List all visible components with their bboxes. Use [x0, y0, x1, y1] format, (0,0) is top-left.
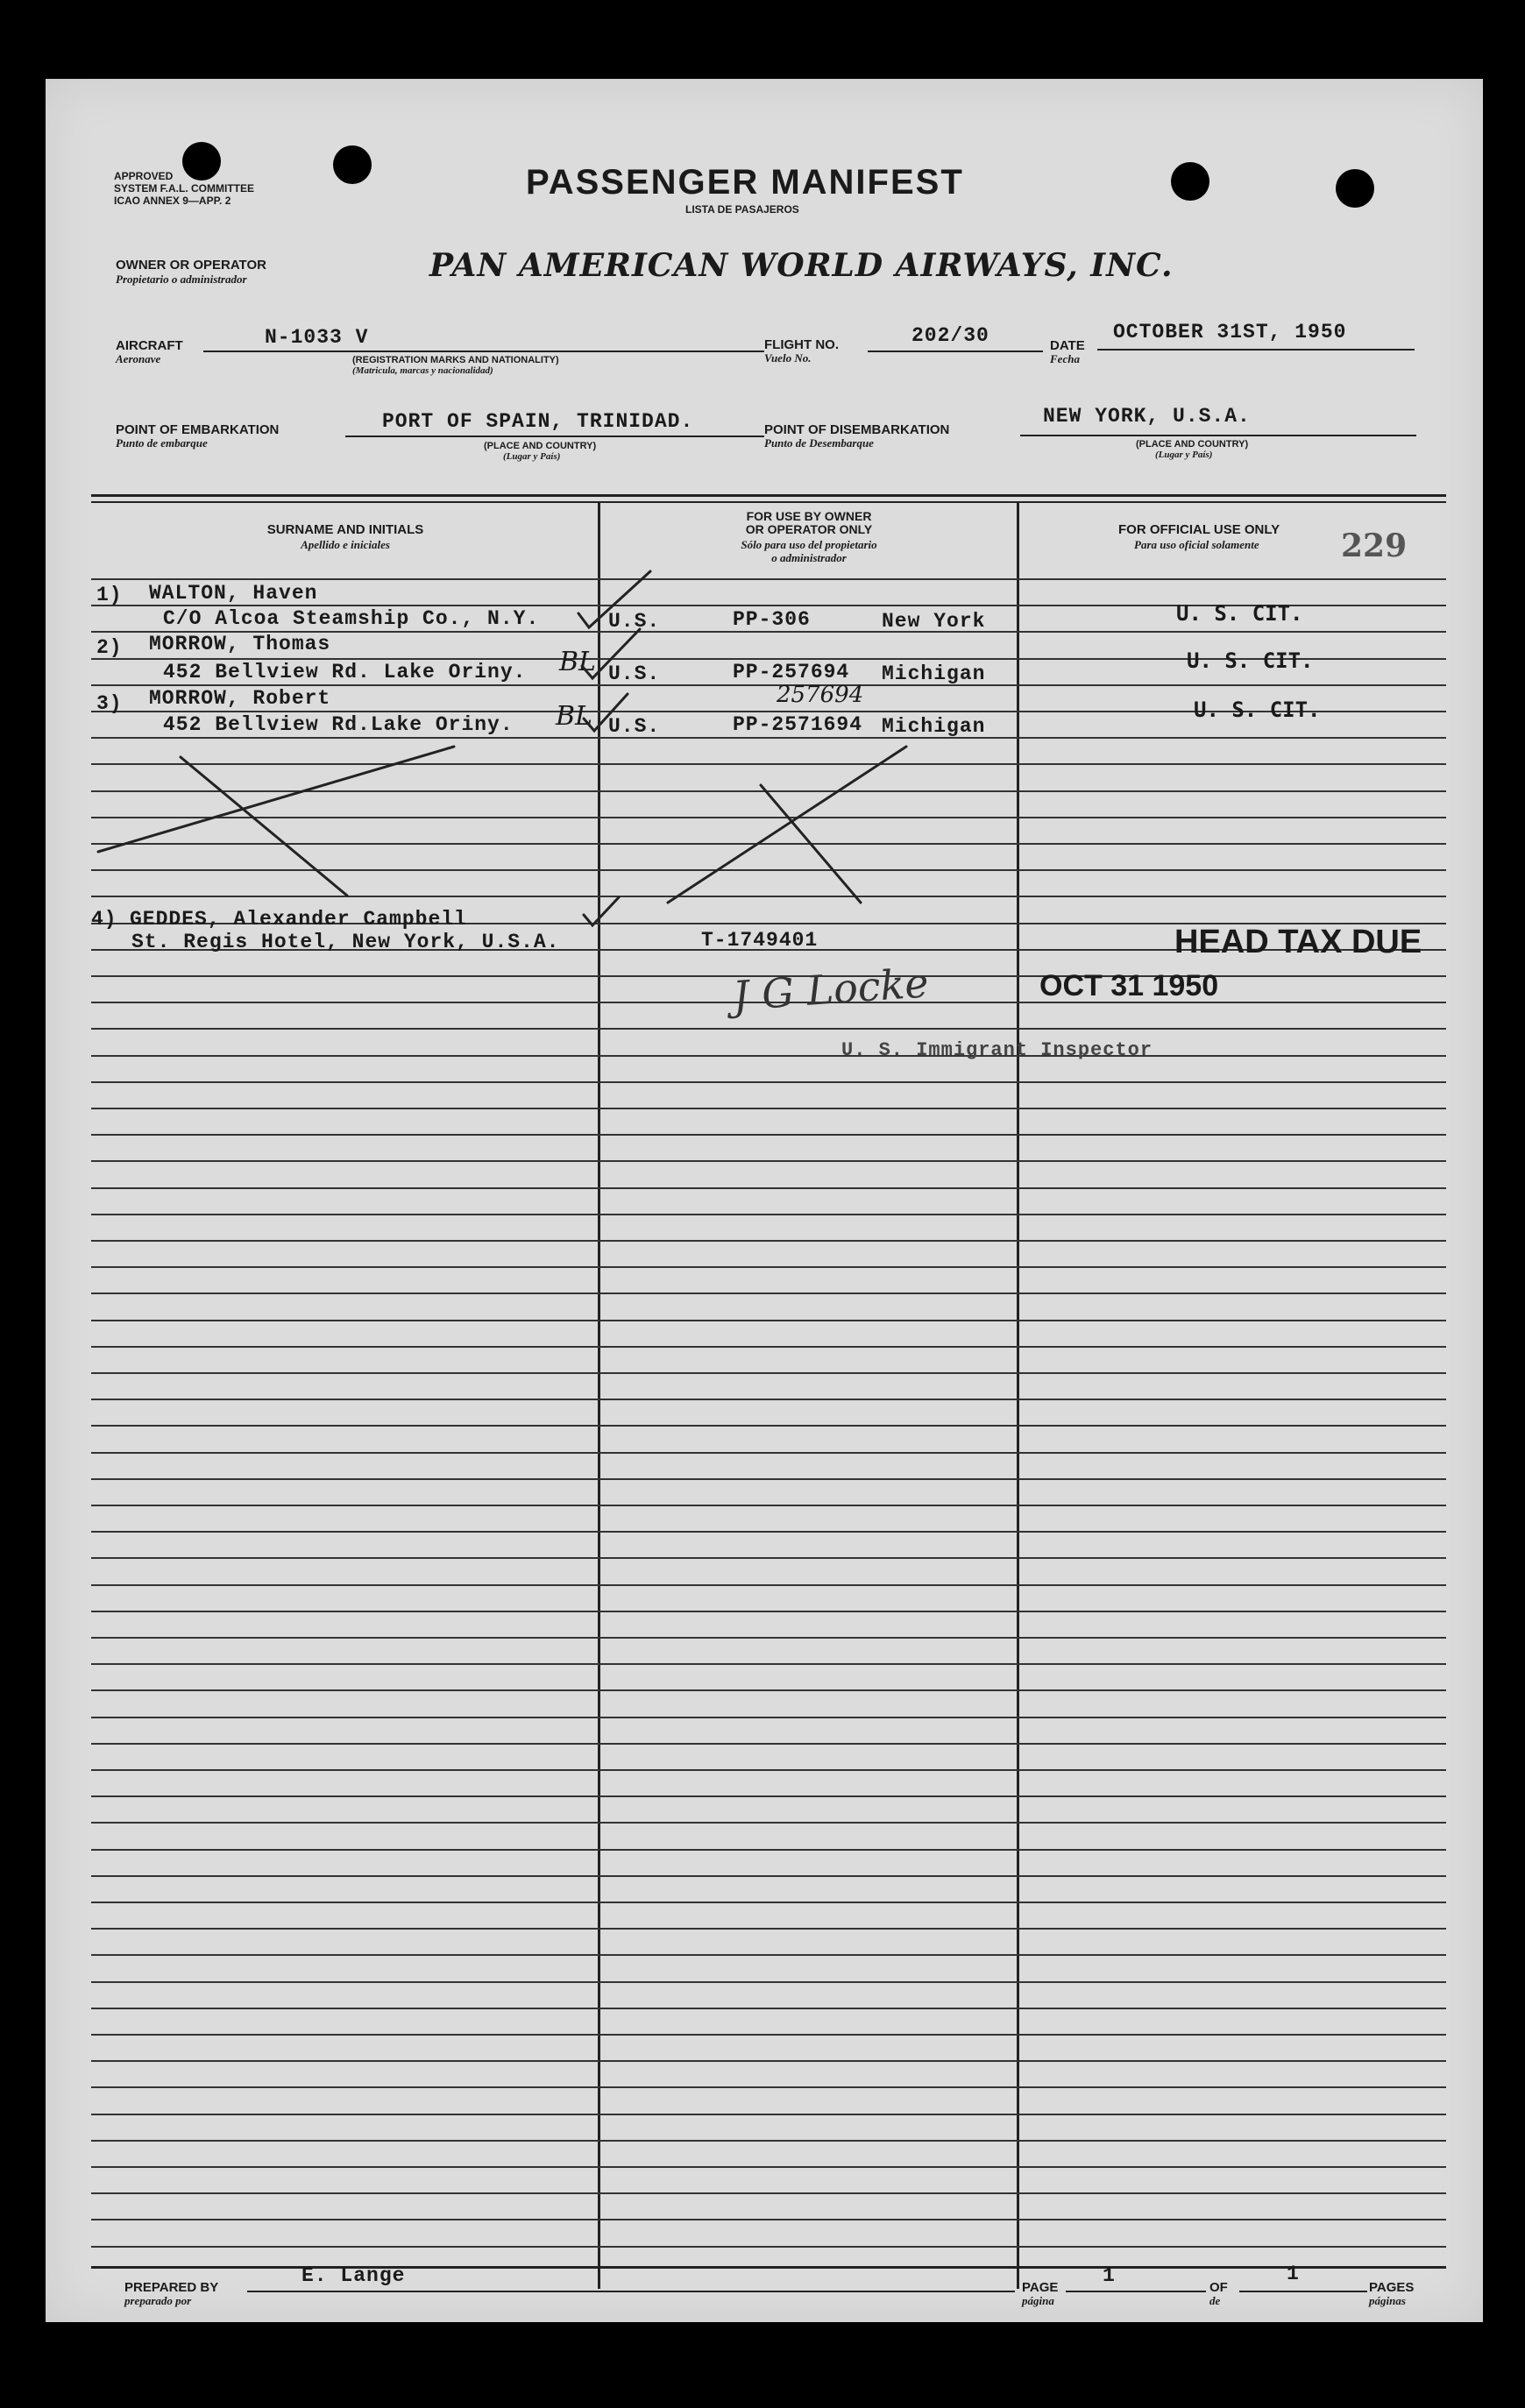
passenger-name: MORROW, Thomas — [149, 633, 331, 655]
cross-out-line — [761, 785, 861, 903]
col-header-surname: SURNAME AND INITIALS — [266, 522, 424, 537]
embark-place-note-es: (Lugar y País) — [503, 451, 561, 462]
page-title-es: LISTA DE PASAJEROS — [685, 203, 799, 216]
passenger-number: 4) — [91, 908, 117, 931]
flight-value: 202/30 — [911, 324, 989, 347]
date-label: DATE — [1050, 338, 1085, 353]
passenger-nationality: U.S. — [608, 662, 661, 685]
passenger-address: St. Regis Hotel, New York, U.S.A. — [131, 931, 560, 953]
approved-line: APPROVED — [114, 170, 174, 182]
aircraft-label-es: Aeronave — [116, 352, 161, 365]
passenger-name: GEDDES, Alexander Campbell — [130, 908, 467, 931]
embark-label-es: Punto de embarque — [116, 436, 208, 450]
check-mark — [584, 694, 628, 731]
check-mark — [584, 897, 619, 925]
handwritten-initials: BL — [559, 647, 596, 677]
disembark-label: POINT OF DISEMBARKATION — [764, 422, 950, 437]
flight-label: FLIGHT NO. — [764, 337, 839, 352]
disembark-label-es: Punto de Desembarque — [764, 436, 874, 450]
passenger-address: 452 Bellview Rd. Lake Oriny. — [163, 661, 527, 683]
passenger-issued: Michigan — [882, 715, 986, 738]
col-header-owner: OR OPERATOR ONLY — [745, 522, 873, 536]
handwritten-passport: 257694 — [777, 682, 864, 708]
official-status: U. S. CIT. — [1176, 601, 1303, 626]
passenger-address: 452 Bellview Rd.Lake Oriny. — [163, 713, 514, 736]
flight-label-es: Vuelo No. — [764, 351, 812, 365]
passenger-passport: PP-257694 — [733, 661, 850, 683]
passenger-issued: Michigan — [882, 662, 986, 685]
col-header-owner-es: Sólo para uso del propietario — [741, 538, 877, 551]
date-stamp: OCT 31 1950 — [1039, 969, 1219, 1002]
disembark-place-note: (PLACE AND COUNTRY) — [1136, 439, 1249, 450]
prepared-value: E. Lange — [301, 2264, 406, 2287]
check-mark — [578, 571, 650, 627]
passenger-number: 3) — [96, 692, 123, 715]
registration-note: (REGISTRATION MARKS AND NATIONALITY) — [352, 355, 559, 365]
page-label: PAGE — [1022, 2280, 1059, 2295]
official-number: 229 — [1341, 528, 1408, 564]
of-value: 1 — [1287, 2263, 1300, 2285]
col-header-owner: FOR USE BY OWNER — [746, 509, 872, 523]
embark-label: POINT OF EMBARKATION — [116, 422, 280, 437]
passenger-name: MORROW, Robert — [149, 687, 331, 710]
page-value: 1 — [1103, 2264, 1116, 2287]
approved-line: SYSTEM F.A.L. COMMITTEE — [114, 182, 255, 195]
check-mark — [582, 629, 640, 678]
pages-label-es: páginas — [1369, 2294, 1406, 2307]
prepared-underline — [247, 2291, 1015, 2292]
prepared-label-es: preparado por — [124, 2294, 192, 2307]
disembark-place-note-es: (Lugar y País) — [1155, 450, 1213, 460]
passenger-address: C/O Alcoa Steamship Co., N.Y. — [163, 607, 540, 630]
official-status: U. S. CIT. — [1187, 648, 1314, 673]
prepared-label: PREPARED BY — [124, 2280, 219, 2295]
col-header-surname-es: Apellido e iniciales — [301, 538, 390, 551]
handwritten-initials: BL — [556, 701, 592, 732]
col-header-official: FOR OFFICIAL USE ONLY — [1118, 522, 1280, 537]
inspector-title: U. S. Immigrant Inspector — [841, 1039, 1153, 1061]
embark-value: PORT OF SPAIN, TRINIDAD. — [382, 410, 694, 433]
passenger-nationality: U.S. — [608, 715, 661, 738]
pages-label: PAGES — [1369, 2280, 1415, 2295]
page-label-es: página — [1022, 2294, 1054, 2307]
page-underline — [1066, 2291, 1206, 2292]
page-title: PASSENGER MANIFEST — [526, 163, 964, 202]
head-tax-stamp: HEAD TAX DUE — [1174, 924, 1422, 960]
of-label-es: de — [1209, 2294, 1221, 2307]
disembark-value: NEW YORK, U.S.A. — [1043, 405, 1251, 428]
owner-label-es: Propietario o administrador — [116, 273, 247, 286]
aircraft-value: N-1033 V — [265, 326, 369, 349]
passenger-number: 2) — [96, 636, 123, 659]
passenger-number: 1) — [96, 584, 123, 606]
of-underline — [1239, 2291, 1367, 2292]
aircraft-label: AIRCRAFT — [116, 338, 183, 353]
cross-out-line — [668, 747, 906, 903]
passenger-passport: PP-306 — [733, 608, 811, 631]
passenger-passport: PP-2571694 — [733, 713, 863, 736]
of-label: OF — [1209, 2280, 1228, 2295]
official-status: U. S. CIT. — [1194, 698, 1321, 722]
inspector-signature: J G Locke — [731, 959, 931, 1020]
col-header-owner-es: o administrador — [771, 551, 847, 564]
owner-label: OWNER OR OPERATOR — [116, 258, 266, 273]
registration-note-es: (Matricula, marcas y nacionalidad) — [352, 365, 493, 376]
date-label-es: Fecha — [1050, 352, 1080, 365]
passenger-nationality: U.S. — [608, 610, 661, 633]
passenger-ticket: T-1749401 — [701, 929, 819, 952]
approved-line: ICAO ANNEX 9—APP. 2 — [114, 195, 231, 207]
passenger-name: WALTON, Haven — [149, 582, 318, 605]
passenger-issued: New York — [882, 610, 986, 633]
owner-value: PAN AMERICAN WORLD AIRWAYS, INC. — [429, 247, 1174, 284]
col-header-official-es: Para uso oficial solamente — [1134, 538, 1259, 551]
embark-place-note: (PLACE AND COUNTRY) — [484, 441, 597, 451]
cross-out-line — [181, 757, 347, 896]
date-value: OCTOBER 31ST, 1950 — [1113, 321, 1347, 343]
